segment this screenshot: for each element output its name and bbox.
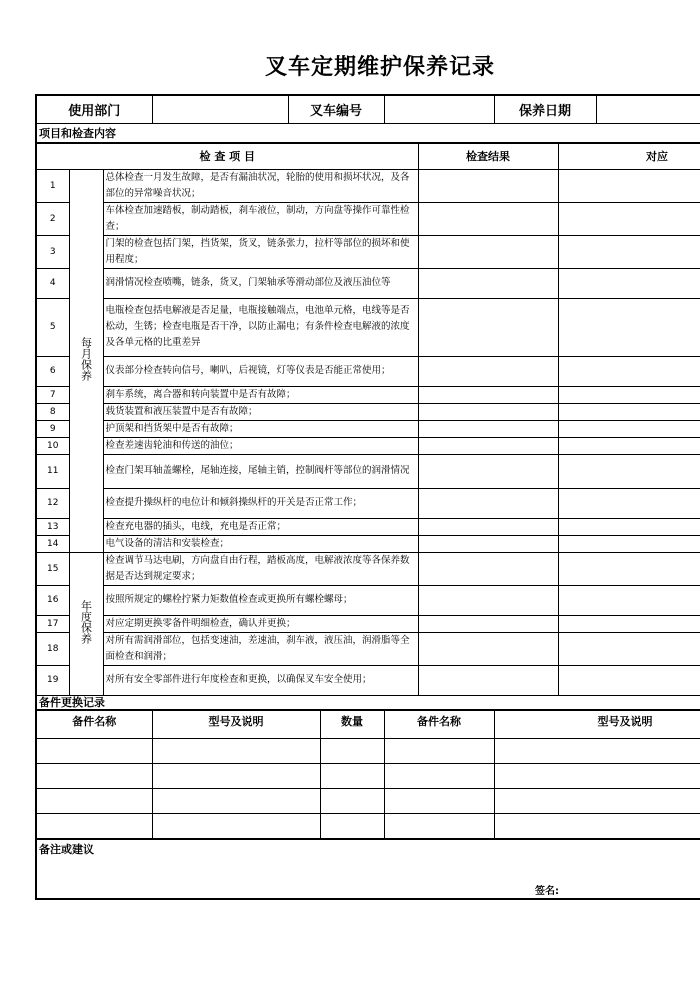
item-number: 4 (36, 268, 69, 298)
group-yearly (69, 552, 103, 695)
item-number: 2 (36, 202, 69, 235)
action-cell[interactable] (558, 268, 700, 298)
action-cell[interactable] (558, 386, 700, 403)
group-monthly (69, 169, 103, 552)
part-model2-header: 型号及说明 (494, 710, 700, 738)
inspection-row (36, 235, 700, 268)
inspection-row (36, 356, 700, 386)
part-qty-header: 数量 (320, 710, 384, 738)
signature-label: 签名: (535, 885, 559, 897)
forklift-field[interactable] (384, 95, 494, 123)
inspection-row (36, 488, 700, 518)
action-cell[interactable] (558, 615, 700, 632)
result-cell[interactable] (418, 488, 558, 518)
dept-field[interactable] (152, 95, 288, 123)
item-number: 1 (36, 169, 69, 202)
item-text: 检查提升操纵杆的电位计和倾斜操纵杆的开关是否正常工作； (103, 488, 418, 518)
inspection-row (36, 437, 700, 454)
part-name2-cell[interactable] (384, 813, 494, 838)
result-cell[interactable] (418, 268, 558, 298)
item-number: 7 (36, 386, 69, 403)
remarks-table (35, 839, 700, 900)
inspection-row (36, 268, 700, 298)
group-label: 每月保养 (79, 336, 93, 381)
result-cell[interactable] (418, 665, 558, 695)
inspection-row (36, 169, 700, 202)
part-model-cell[interactable] (152, 788, 320, 813)
action-cell[interactable] (558, 403, 700, 420)
item-text: 对所有安全零部件进行年度检查和更换，以确保叉车安全使用； (103, 665, 418, 695)
part-name-cell[interactable] (36, 738, 152, 763)
maintenance-sheet (35, 94, 700, 904)
result-cell[interactable] (418, 403, 558, 420)
inspection-row (36, 632, 700, 665)
part-model-cell[interactable] (152, 738, 320, 763)
item-text: 检查差速齿轮油和传送的油位； (103, 437, 418, 454)
part-model-header: 型号及说明 (152, 710, 320, 738)
item-text: 润滑情况检查喷嘴，链条，货叉，门架轴承等滑动部位及液压油位等 (103, 268, 418, 298)
part-qty-cell[interactable] (320, 738, 384, 763)
part-name2-cell[interactable] (384, 788, 494, 813)
item-number: 11 (36, 454, 69, 488)
item-number: 10 (36, 437, 69, 454)
group-label: 年度保养 (79, 599, 93, 644)
action-cell[interactable] (558, 202, 700, 235)
parts-row (36, 788, 700, 813)
inspection-row (36, 420, 700, 437)
action-cell[interactable] (558, 552, 700, 585)
parts-section (35, 696, 700, 710)
part-name-cell[interactable] (36, 788, 152, 813)
parts-row (36, 813, 700, 838)
item-text: 刹车系统，离合器和转向装置中是否有故障； (103, 386, 418, 403)
part-model-cell[interactable] (152, 763, 320, 788)
result-cell[interactable] (418, 615, 558, 632)
inspection-section (35, 124, 700, 143)
item-text: 对所有需润滑部位，包括变速油，差速油，刹车液，液压油，润滑脂等全面检查和润滑； (103, 632, 418, 665)
part-qty-cell[interactable] (320, 813, 384, 838)
part-model2-cell[interactable] (494, 813, 700, 838)
action-cell[interactable] (558, 535, 700, 552)
part-qty-cell[interactable] (320, 788, 384, 813)
result-cell[interactable] (418, 386, 558, 403)
inspection-row (36, 552, 700, 585)
inspection-section-label: 项目和检查内容 (36, 124, 700, 143)
item-number: 6 (36, 356, 69, 386)
part-model2-cell[interactable] (494, 788, 700, 813)
inspection-row (36, 518, 700, 535)
item-number: 18 (36, 632, 69, 665)
result-cell[interactable] (418, 437, 558, 454)
result-cell[interactable] (418, 202, 558, 235)
item-number: 17 (36, 615, 69, 632)
result-cell[interactable] (418, 420, 558, 437)
date-label: 保养日期 (494, 95, 596, 123)
action-cell[interactable] (558, 235, 700, 268)
action-cell[interactable] (558, 632, 700, 665)
item-number: 5 (36, 298, 69, 356)
item-text: 仪表部分检查转向信号，喇叭，后视镜，灯等仪表是否能正常使用； (103, 356, 418, 386)
item-number: 13 (36, 518, 69, 535)
item-text: 门架的检查包括门架，挡货架，货叉，链条张力，拉杆等部位的损坏和使用程度； (103, 235, 418, 268)
item-number: 8 (36, 403, 69, 420)
forklift-label: 叉车编号 (288, 95, 384, 123)
item-number: 14 (36, 535, 69, 552)
result-cell[interactable] (418, 585, 558, 615)
inspection-row (36, 202, 700, 235)
parts-section-label: 备件更换记录 (36, 696, 700, 710)
item-number: 19 (36, 665, 69, 695)
item-text: 载货装置和液压装置中是否有故障； (103, 403, 418, 420)
action-cell[interactable] (558, 665, 700, 695)
inspection-row (36, 403, 700, 420)
parts-table (35, 710, 700, 839)
action-cell[interactable] (558, 585, 700, 615)
item-text: 车体检查加速踏板，制动踏板，刹车液位，制动，方向盘等操作可靠性检查； (103, 202, 418, 235)
part-name2-header: 备件名称 (384, 710, 494, 738)
part-name-header: 备件名称 (36, 710, 152, 738)
item-text: 对应定期更换零备件明细检查，确认并更换； (103, 615, 418, 632)
part-qty-cell[interactable] (320, 763, 384, 788)
part-model-cell[interactable] (152, 813, 320, 838)
part-name2-cell[interactable] (384, 763, 494, 788)
remarks-field[interactable] (36, 839, 700, 899)
action-cell[interactable] (558, 356, 700, 386)
page-title: 叉车定期维护保养记录 (264, 55, 495, 80)
result-cell[interactable] (418, 632, 558, 665)
result-cell[interactable] (418, 535, 558, 552)
inspection-row (36, 535, 700, 552)
item-number: 9 (36, 420, 69, 437)
parts-row (36, 738, 700, 763)
parts-row (36, 763, 700, 788)
item-text: 总体检查一月发生故障，是否有漏油状况，轮胎的使用和损坏状况，及各部位的异常噪音状况； (103, 169, 418, 202)
item-text: 电气设备的清洁和安装检查； (103, 535, 418, 552)
result-cell[interactable] (418, 518, 558, 535)
result-cell[interactable] (418, 356, 558, 386)
action-cell[interactable] (558, 420, 700, 437)
action-cell[interactable] (558, 488, 700, 518)
inspection-row (36, 665, 700, 695)
inspection-row (36, 454, 700, 488)
item-text: 按照所规定的螺栓拧紧力矩数值检查或更换所有螺栓螺母； (103, 585, 418, 615)
inspection-row (36, 386, 700, 403)
item-number: 3 (36, 235, 69, 268)
item-text: 护顶架和挡货架中是否有故障； (103, 420, 418, 437)
part-name-cell[interactable] (36, 813, 152, 838)
item-number: 12 (36, 488, 69, 518)
col-action-header: 对应 (558, 143, 700, 169)
result-cell[interactable] (418, 552, 558, 585)
part-model2-cell[interactable] (494, 763, 700, 788)
action-cell[interactable] (558, 454, 700, 488)
action-cell[interactable] (558, 518, 700, 535)
item-text: 检查充电器的插头，电线，充电是否正常； (103, 518, 418, 535)
part-name2-cell[interactable] (384, 738, 494, 763)
remarks-label: 备注或建议 (39, 842, 94, 856)
result-cell[interactable] (418, 235, 558, 268)
inspection-row (36, 298, 700, 356)
inspection-row (36, 585, 700, 615)
item-text: 检查门架耳轴盖螺栓，尾轴连接，尾轴主销，控制阀杆等部位的润滑情况 (103, 454, 418, 488)
part-model2-cell[interactable] (494, 738, 700, 763)
col-item-header: 检 查 项 目 (36, 143, 418, 169)
result-cell[interactable] (418, 169, 558, 202)
item-text: 检查调节马达电刷，方向盘自由行程，踏板高度，电解液浓度等各保养数据是否达到规定要求； (103, 552, 418, 585)
item-number: 15 (36, 552, 69, 585)
part-name-cell[interactable] (36, 763, 152, 788)
item-text: 电瓶检查包括电解液是否足量，电瓶接触端点，电池单元格，电线等是否松动，生锈；检查电瓶是否干净，以防止漏电；有条件检查电解液的浓度及各单元格的比重差异 (103, 298, 418, 356)
date-field[interactable] (596, 95, 700, 123)
result-cell[interactable] (418, 454, 558, 488)
action-cell[interactable] (558, 437, 700, 454)
result-cell[interactable] (418, 298, 558, 356)
action-cell[interactable] (558, 169, 700, 202)
col-result-header: 检查结果 (418, 143, 558, 169)
header-table (35, 94, 700, 124)
item-number: 16 (36, 585, 69, 615)
inspection-table (35, 143, 700, 696)
dept-label: 使用部门 (36, 95, 152, 123)
inspection-row (36, 615, 700, 632)
action-cell[interactable] (558, 298, 700, 356)
